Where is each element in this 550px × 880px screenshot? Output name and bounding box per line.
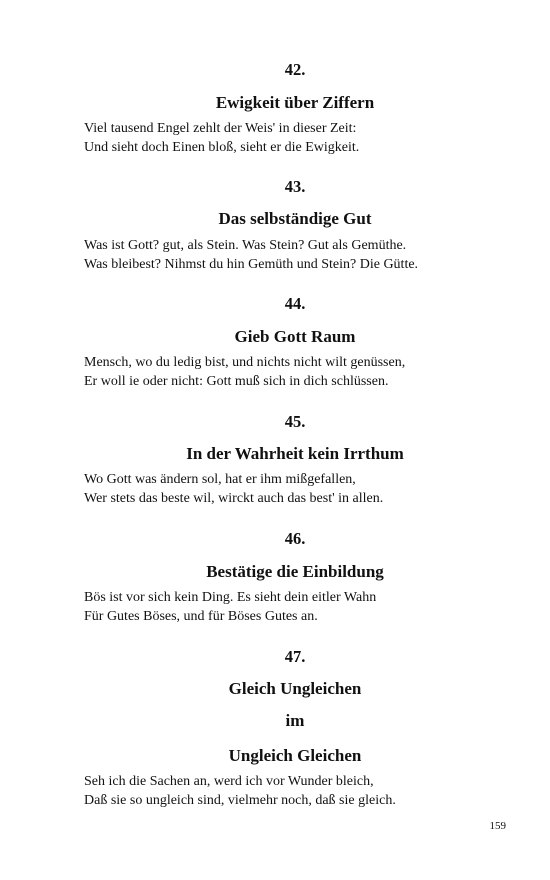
poem-number: 46.	[284, 529, 306, 548]
poem-verse	[84, 119, 524, 157]
poem-title: In der Wahrheit kein Irrthum	[186, 444, 404, 463]
verse-line: Bös ist vor sich kein Ding. Es sieht dein eitler Wahn	[84, 590, 377, 605]
poem-title: Ewigkeit über Ziffern	[215, 93, 375, 112]
poem-verse	[84, 588, 524, 626]
poem-number: 47.	[284, 647, 306, 666]
poem-verse	[84, 470, 524, 508]
verse-line: Mensch, wo du ledig bist, und nichts nicht wilt genüssen,	[84, 355, 406, 370]
poem-title: Das selbständige Gut	[218, 209, 372, 228]
poem-title-line: im	[285, 711, 305, 730]
verse-line: Was ist Gott? gut, als Stein. Was Stein? Gut als Gemüthe.	[84, 238, 407, 253]
verse-line: Daß sie so ungleich sind, vielmehr noch, daß sie gleich.	[84, 793, 396, 808]
verse-line: Und sieht doch Einen bloß, sieht er die Ewigkeit.	[84, 140, 360, 155]
poem-number: 43.	[284, 177, 306, 196]
verse-line: Seh ich die Sachen an, werd ich vor Wunder bleich,	[84, 774, 374, 789]
poem-title-line: Ungleich Gleichen	[228, 746, 362, 765]
poem-verse	[84, 236, 524, 274]
poem-verse	[84, 772, 524, 810]
page-number: 159	[489, 820, 506, 832]
poem-number: 45.	[284, 412, 306, 431]
verse-line: Er woll ie oder nicht: Gott muß sich in dich schlüssen.	[84, 374, 389, 389]
poem-verse	[84, 353, 524, 391]
poem-title: Bestätige die Einbildung	[206, 562, 384, 581]
poem-number: 42.	[284, 60, 306, 79]
verse-line: Was bleibest? Nihmst du hin Gemüth und Stein? Die Gütte.	[84, 257, 419, 272]
verse-line: Wer stets das beste wil, wirckt auch das best' in allen.	[84, 491, 384, 506]
poem-number: 44.	[284, 294, 306, 313]
verse-line: Viel tausend Engel zehlt der Weis' in dieser Zeit:	[84, 121, 357, 136]
verse-line: Für Gutes Böses, und für Böses Gutes an.	[84, 609, 318, 624]
poem-title-line: Gleich Ungleichen	[228, 679, 362, 698]
poem-title: Gieb Gott Raum	[234, 327, 356, 346]
verse-line: Wo Gott was ändern sol, hat er ihm mißgefallen,	[84, 472, 356, 487]
